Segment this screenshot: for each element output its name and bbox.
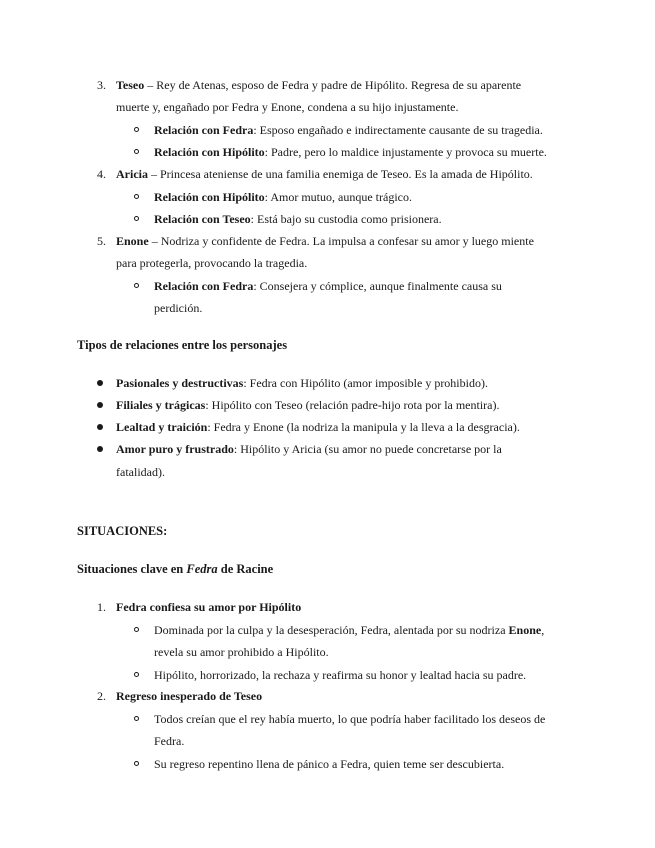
- bullet-icon: [97, 380, 103, 386]
- relation-item: Pasionales y destructivas: Fedra con Hipólito (amor imposible y prohibido).: [116, 376, 488, 390]
- sub-item: Relación con Hipólito: Amor mutuo, aunque trágico.: [154, 190, 412, 204]
- list-number: 3.: [97, 78, 106, 92]
- situation-title: Fedra confiesa su amor por Hipólito: [116, 600, 302, 614]
- sub-item-continuation: perdición.: [154, 301, 203, 315]
- relation-item: Lealtad y traición: Fedra y Enone (la nodriza la manipula y la lleva a la desgracia).: [116, 420, 520, 434]
- circle-bullet-icon: [134, 716, 139, 721]
- situation-detail: Su regreso repentino llena de pánico a Fedra, quien teme ser descubierta.: [154, 757, 505, 771]
- situation-detail-continuation: revela su amor prohibido a Hipólito.: [154, 645, 329, 659]
- situation-detail: Hipólito, horrorizado, la rechaza y reafirma su honor y lealtad hacia su padre.: [154, 668, 527, 682]
- situation-detail: Dominada por la culpa y la desesperación, Fedra, alentada por su nodriza Enone,: [154, 623, 545, 637]
- bullet-icon: [97, 402, 103, 408]
- character-name: Aricia: [116, 167, 148, 181]
- list-item-continuation: muerte y, engañado por Fedra y Enone, condena a su hijo injustamente.: [116, 100, 459, 114]
- bullet-icon: [97, 424, 103, 430]
- sub-item: Relación con Hipólito: Padre, pero lo maldice injustamente y provoca su muerte.: [154, 145, 547, 159]
- circle-bullet-icon: [134, 761, 139, 766]
- circle-bullet-icon: [134, 194, 139, 199]
- circle-bullet-icon: [134, 672, 139, 677]
- circle-bullet-icon: [134, 216, 139, 221]
- sub-item: Relación con Fedra: Esposo engañado e indirectamente causante de su tragedia.: [154, 123, 543, 137]
- circle-bullet-icon: [134, 127, 139, 132]
- situation-detail: Todos creían que el rey había muerto, lo que podría haber facilitado los deseos de: [154, 712, 546, 726]
- situation-detail-continuation: Fedra.: [154, 734, 185, 748]
- section-heading: Tipos de relaciones entre los personajes: [77, 338, 288, 352]
- list-item-teseo: Teseo – Rey de Atenas, esposo de Fedra y padre de Hipólito. Regresa de su aparente: [116, 78, 522, 92]
- relation-item-continuation: fatalidad).: [116, 465, 165, 479]
- character-name: Enone: [116, 234, 149, 248]
- list-number: 4.: [97, 167, 106, 181]
- circle-bullet-icon: [134, 283, 139, 288]
- sub-item: Relación con Fedra: Consejera y cómplice, aunque finalmente causa su: [154, 279, 502, 293]
- character-name: Teseo: [116, 78, 145, 92]
- list-number: 1.: [97, 600, 106, 614]
- list-item-continuation: para protegerla, provocando la tragedia.: [116, 256, 308, 270]
- relation-item: Amor puro y frustrado: Hipólito y Aricia (su amor no puede concretarse por la: [116, 442, 502, 456]
- circle-bullet-icon: [134, 627, 139, 632]
- section-heading: Situaciones clave en Fedra de Racine: [77, 562, 274, 576]
- relation-item: Filiales y trágicas: Hipólito con Teseo (relación padre-hijo rota por la mentira).: [116, 398, 500, 412]
- sub-item: Relación con Teseo: Está bajo su custodia como prisionera.: [154, 212, 442, 226]
- list-number: 5.: [97, 234, 106, 248]
- situation-title: Regreso inesperado de Teseo: [116, 689, 263, 703]
- list-item-aricia: Aricia – Princesa ateniense de una familia enemiga de Teseo. Es la amada de Hipólito.: [116, 167, 533, 181]
- circle-bullet-icon: [134, 149, 139, 154]
- bullet-icon: [97, 446, 103, 452]
- list-item-enone: Enone – Nodriza y confidente de Fedra. La impulsa a confesar su amor y luego miente: [116, 234, 534, 248]
- list-number: 2.: [97, 689, 106, 703]
- section-title: SITUACIONES:: [77, 524, 168, 538]
